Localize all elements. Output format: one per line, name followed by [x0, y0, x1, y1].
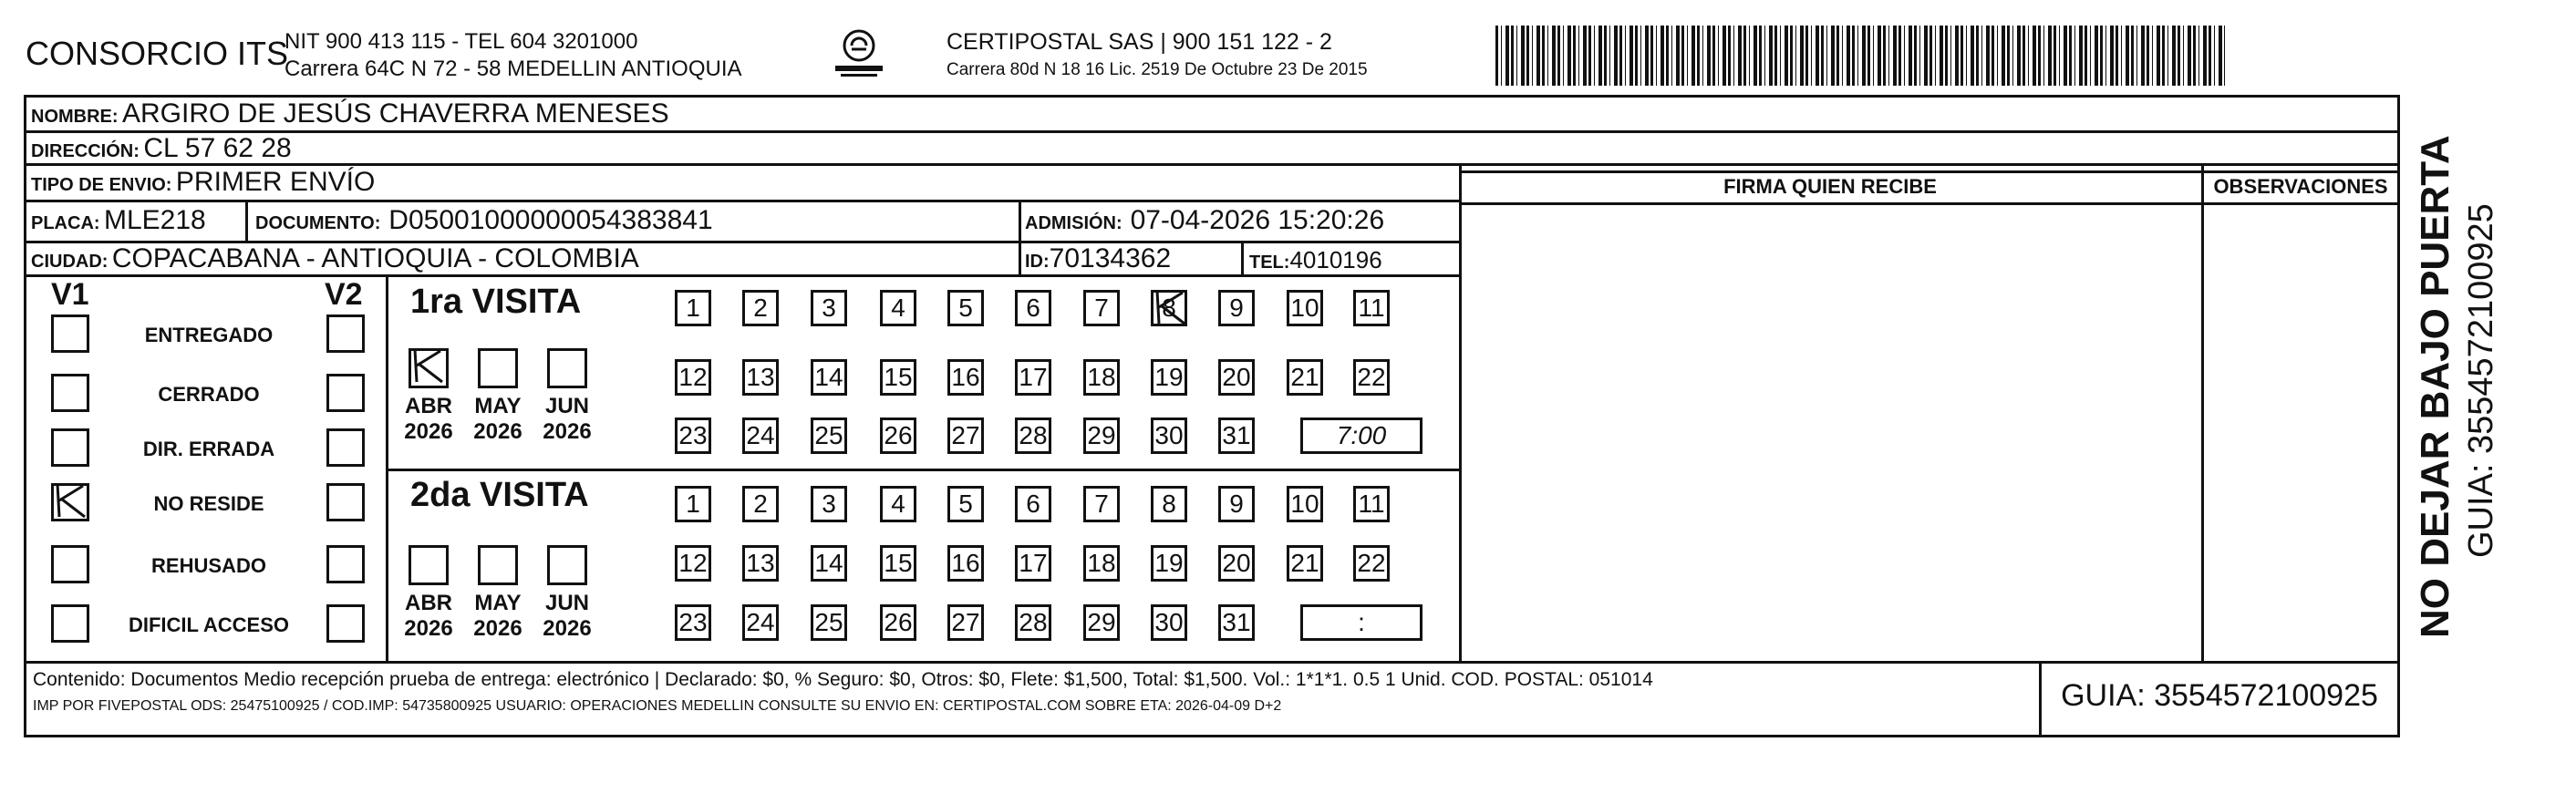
day-box[interactable]: 22 [1353, 359, 1390, 396]
day-box[interactable]: 18 [1083, 545, 1120, 582]
v1-checkbox-cerrado[interactable] [51, 374, 89, 412]
v2-checkbox-dificil-acceso[interactable] [326, 604, 365, 643]
day-box[interactable]: 3 [811, 486, 847, 522]
status-label: CERRADO [158, 383, 260, 406]
divider [1459, 202, 2400, 205]
month-label [540, 591, 595, 642]
day-box[interactable]: 10 [1287, 290, 1323, 326]
day-box[interactable]: 2 [742, 290, 779, 326]
divider [1459, 163, 1462, 661]
month-year: 2026 [404, 616, 453, 641]
divider [2201, 163, 2204, 661]
status-label: ENTREGADO [144, 324, 274, 346]
v2-checkbox-cerrado[interactable] [326, 374, 365, 412]
month-label [401, 591, 456, 642]
day-box[interactable]: 12 [675, 545, 711, 582]
month-checkbox-abr[interactable] [409, 545, 449, 585]
carrier-address: Carrera 80d N 18 16 Lic. 2519 De Octubre 23 De 2015 [947, 60, 1368, 79]
day-box[interactable]: 28 [1015, 604, 1051, 641]
day-box[interactable]: 18 [1083, 359, 1120, 396]
month-label [471, 591, 525, 642]
month-checkbox-jun[interactable] [547, 348, 587, 388]
day-box[interactable]: 11 [1353, 486, 1390, 522]
day-box[interactable]: 23 [675, 604, 711, 641]
v2-checkbox-no-reside[interactable] [326, 483, 365, 521]
observaciones-header: OBSERVACIONES [2213, 175, 2388, 198]
day-box[interactable]: 19 [1151, 545, 1187, 582]
divider [24, 163, 2400, 166]
day-box[interactable]: 21 [1287, 545, 1323, 582]
day-box[interactable]: 15 [880, 359, 916, 396]
ciudad-field: CIUDAD: COPACABANA - ANTIOQUIA - COLOMBIA [31, 243, 639, 273]
month-name: JUN [544, 394, 589, 418]
v1-checkbox-dificil-acceso[interactable] [51, 604, 89, 643]
divider [24, 200, 1461, 202]
time-box[interactable]: : [1300, 604, 1422, 641]
day-box[interactable]: 17 [1015, 545, 1051, 582]
month-year: 2026 [473, 419, 522, 444]
month-year: 2026 [473, 616, 522, 641]
day-box[interactable]: 22 [1353, 545, 1390, 582]
v2-checkbox-entregado[interactable] [326, 314, 365, 353]
tipo-envio-field: TIPO DE ENVIO: PRIMER ENVÍO [31, 167, 376, 197]
month-label [401, 394, 456, 445]
day-box[interactable]: 31 [1218, 604, 1255, 641]
day-box[interactable]: 25 [811, 604, 847, 641]
day-box[interactable]: 27 [947, 604, 984, 641]
documento-field: DOCUMENTO: D05001000000054383841 [255, 205, 713, 235]
v1-checkbox-rehusado[interactable] [51, 545, 89, 583]
visit-2-title: 2da VISITA [410, 476, 589, 514]
tel-field: TEL:4010196 [1249, 246, 1382, 273]
time-box[interactable]: 7:00 [1300, 417, 1422, 454]
v2-label: V2 [325, 277, 363, 312]
day-box[interactable]: 7 [1083, 486, 1120, 522]
day-box[interactable]: 1 [675, 486, 711, 522]
carrier-name: CERTIPOSTAL SAS | 900 151 122 - 2 [947, 29, 1332, 55]
divider [245, 200, 248, 241]
admision-field: ADMISIÓN: 07-04-2026 15:20:26 [1025, 205, 1385, 235]
day-box[interactable]: 14 [811, 545, 847, 582]
v1-checkbox-entregado[interactable] [51, 314, 89, 353]
status-label: DIFICIL ACCESO [128, 613, 289, 636]
divider [1019, 200, 1021, 274]
v1-checkbox-no-reside[interactable] [51, 483, 89, 521]
status-label: NO RESIDE [153, 492, 264, 515]
day-box[interactable]: 4 [880, 290, 916, 326]
v1-label: V1 [51, 277, 89, 312]
day-box[interactable]: 1 [675, 290, 711, 326]
day-box[interactable]: 26 [880, 417, 916, 454]
day-box[interactable]: 21 [1287, 359, 1323, 396]
day-box[interactable]: 13 [742, 545, 779, 582]
day-box[interactable]: 4 [880, 486, 916, 522]
day-box[interactable]: 20 [1218, 545, 1255, 582]
placa-field: PLACA: MLE218 [31, 205, 206, 235]
imp-line: IMP POR FIVEPOSTAL ODS: 25475100925 / COD.IMP: 54735800925 USUARIO: OPERACIONES MEDELLIN CONSULTE SU ENVIO EN: CERTIPOSTAL.COM SOBRE ETA: 2026-04-09 D+2 [33, 698, 1282, 714]
day-box[interactable]: 5 [947, 486, 984, 522]
day-box[interactable]: 6 [1015, 290, 1051, 326]
month-name: JUN [544, 591, 589, 615]
id-field: ID:70134362 [1025, 243, 1172, 273]
barcode [1495, 26, 2225, 86]
month-year: 2026 [543, 419, 592, 444]
day-box[interactable]: 24 [742, 604, 779, 641]
direccion-field: DIRECCIÓN: CL 57 62 28 [31, 133, 292, 163]
status-label: DIR. ERRADA [142, 438, 275, 460]
month-year: 2026 [404, 419, 453, 444]
day-box[interactable]: 16 [947, 545, 984, 582]
divider [1241, 241, 1244, 274]
day-box[interactable]: 20 [1218, 359, 1255, 396]
day-box[interactable]: 28 [1015, 417, 1051, 454]
month-checkbox-abr[interactable] [409, 348, 449, 388]
month-name: ABR [405, 394, 452, 418]
month-name: MAY [474, 394, 522, 418]
divider [24, 130, 2400, 133]
day-box[interactable]: 31 [1218, 417, 1255, 454]
certipostal-logo-icon [832, 26, 886, 80]
day-box[interactable]: 3 [811, 290, 847, 326]
divider [386, 469, 1459, 471]
day-box[interactable]: 15 [880, 545, 916, 582]
month-name: ABR [405, 591, 452, 615]
day-box[interactable]: 8 [1151, 486, 1187, 522]
day-box[interactable]: 24 [742, 417, 779, 454]
v2-checkbox-dir-errada[interactable] [326, 428, 365, 467]
month-checkbox-jun[interactable] [547, 545, 587, 585]
month-checkbox-may[interactable] [478, 545, 518, 585]
divider [24, 661, 2400, 664]
day-box[interactable]: 9 [1218, 486, 1255, 522]
day-box[interactable]: 10 [1287, 486, 1323, 522]
month-name: MAY [474, 591, 522, 615]
side-guia: GUIA: 3554572100925 [2462, 203, 2500, 558]
month-year: 2026 [543, 616, 592, 641]
day-box[interactable]: 11 [1353, 290, 1390, 326]
company-nit: NIT 900 413 115 - TEL 604 3201000 [284, 29, 638, 54]
day-box[interactable]: 2 [742, 486, 779, 522]
day-box[interactable]: 12 [675, 359, 711, 396]
day-box[interactable]: 26 [880, 604, 916, 641]
day-box[interactable]: 23 [675, 417, 711, 454]
v1-checkbox-dir-errada[interactable] [51, 428, 89, 467]
day-box[interactable]: 9 [1218, 290, 1255, 326]
day-box[interactable]: 7 [1083, 290, 1120, 326]
day-box[interactable]: 19 [1151, 359, 1187, 396]
day-box[interactable]: 17 [1015, 359, 1051, 396]
day-box[interactable]: 8 [1151, 290, 1187, 326]
day-box[interactable]: 6 [1015, 486, 1051, 522]
divider [24, 274, 1461, 277]
status-label: REHUSADO [151, 554, 266, 577]
contenido-line: Contenido: Documentos Medio recepción prueba de entrega: electrónico | Declarado: $0, % Seguro: $0, Otros: $0, Flete: $1,500, Total: $1,500. Vol.: 1*1*1. 0.5 1 Unid. COD. POSTAL: 051014 [33, 669, 1653, 690]
day-box[interactable]: 16 [947, 359, 984, 396]
day-box[interactable]: 14 [811, 359, 847, 396]
no-dejar-warning: NO DEJAR BAJO PUERTA [2413, 135, 2457, 638]
day-box[interactable]: 25 [811, 417, 847, 454]
v2-checkbox-rehusado[interactable] [326, 545, 365, 583]
month-label [471, 394, 525, 445]
day-box[interactable]: 13 [742, 359, 779, 396]
day-box[interactable]: 30 [1151, 417, 1187, 454]
divider [1459, 170, 2400, 173]
day-box[interactable]: 27 [947, 417, 984, 454]
day-box[interactable]: 29 [1083, 604, 1120, 641]
nombre-field: NOMBRE: ARGIRO DE JESÚS CHAVERRA MENESES [31, 98, 669, 129]
visit-1-title: 1ra VISITA [410, 283, 582, 321]
company-name: CONSORCIO ITS [26, 35, 289, 72]
footer-guia: GUIA: 3554572100925 [2061, 678, 2378, 713]
month-checkbox-may[interactable] [478, 348, 518, 388]
month-label [540, 394, 595, 445]
day-box[interactable]: 30 [1151, 604, 1187, 641]
divider [386, 274, 388, 661]
day-box[interactable]: 29 [1083, 417, 1120, 454]
company-address: Carrera 64C N 72 - 58 MEDELLIN ANTIOQUIA [284, 57, 742, 81]
day-box[interactable]: 5 [947, 290, 984, 326]
firma-header: FIRMA QUIEN RECIBE [1723, 175, 1937, 198]
